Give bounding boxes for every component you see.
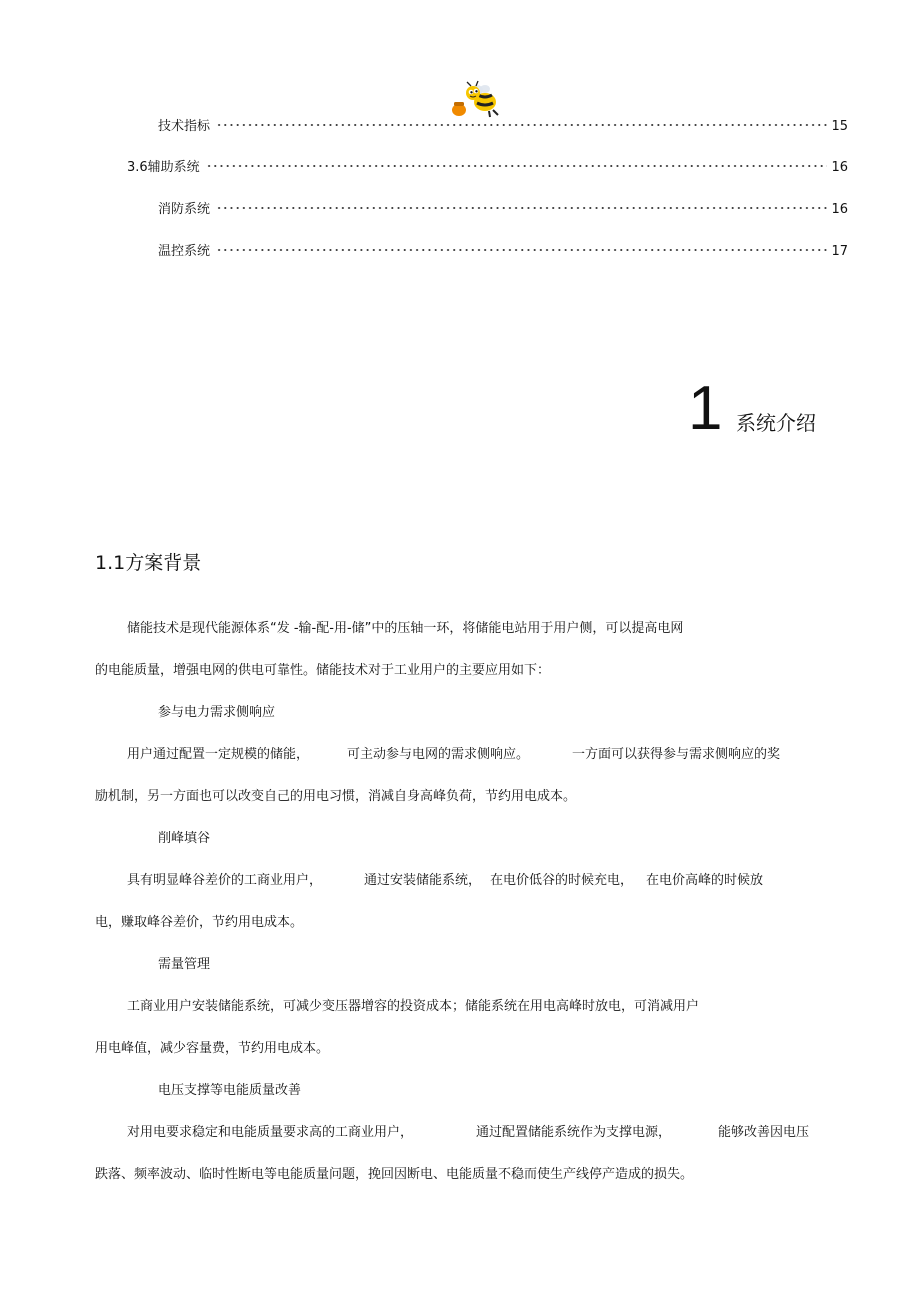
- toc-page-number: 15: [831, 119, 848, 134]
- body-text-fragment: 通过配置储能系统作为支撑电源，: [476, 1125, 672, 1140]
- subheading: 削峰填谷: [158, 831, 211, 846]
- toc-page-number: 16: [831, 202, 848, 217]
- chapter-title: 系统介绍: [736, 411, 816, 435]
- body-text-fragment: 具有明显峰谷差价的工商业用户，: [127, 873, 323, 888]
- body-text-fragment: 对用电要求稳定和电能质量要求高的工商业用户，: [127, 1125, 414, 1140]
- body-text-fragment: 一方面可以获得参与需求侧响应的奖: [572, 747, 781, 762]
- body-text-fragment: 能够改善因电压: [718, 1125, 810, 1140]
- toc-page-number: 17: [831, 244, 848, 259]
- toc-entry-label: 温控系统: [158, 244, 211, 259]
- section-title: 1.1方案背景: [95, 552, 202, 574]
- subheading: 电压支撑等电能质量改善: [158, 1083, 302, 1098]
- body-text-line: 工商业用户安装储能系统，可减少变压器增容的投资成本；储能系统在用电高峰时放电，可消减用户: [127, 999, 700, 1014]
- body-text-fragment: 在电价高峰的时候放: [646, 873, 764, 888]
- toc-page-number: 16: [831, 160, 848, 175]
- toc-entry-label: 3.6辅助系统: [127, 160, 200, 175]
- body-text-line: 用电峰值，减少容量费，节约用电成本。: [95, 1041, 330, 1056]
- subheading: 参与电力需求侧响应: [158, 705, 276, 720]
- toc-entry-label: 技术指标: [158, 119, 211, 134]
- toc-dot-leader: [216, 123, 827, 127]
- body-text-line: 储能技术是现代能源体系“发 -输-配-用-储”中的压轴一环，将储能电站用于用户侧，可以提高电网: [127, 621, 684, 636]
- body-text-fragment: 通过安装储能系统，: [364, 873, 482, 888]
- toc-entry[interactable]: [158, 202, 848, 218]
- body-text-line: 跌落、频率波动、临时性断电等电能质量问题，挽回因断电、电能质量不稳而使生产线停产造成的损失。: [95, 1167, 694, 1182]
- body-text-line: 的电能质量，增强电网的供电可靠性。储能技术对于工业用户的主要应用如下：: [95, 663, 551, 678]
- subheading: 需量管理: [158, 957, 211, 972]
- toc-dot-leader: [216, 206, 827, 210]
- toc-entry[interactable]: [158, 244, 848, 260]
- toc-entry-label: 消防系统: [158, 202, 211, 217]
- body-text-fragment: 用户通过配置一定规模的储能，: [127, 747, 310, 762]
- body-text-fragment: 可主动参与电网的需求侧响应。: [347, 747, 530, 762]
- toc-entry[interactable]: [158, 119, 848, 135]
- body-text-fragment: 在电价低谷的时候充电，: [490, 873, 634, 888]
- chapter-number: 1: [688, 374, 723, 443]
- toc-dot-leader: [216, 248, 827, 252]
- bee-mascot-icon: [447, 80, 503, 120]
- toc-entry[interactable]: [127, 160, 848, 176]
- toc-dot-leader: [206, 164, 828, 168]
- body-text-line: 电，赚取峰谷差价，节约用电成本。: [95, 915, 304, 930]
- body-text-line: 励机制，另一方面也可以改变自己的用电习惯，消减自身高峰负荷，节约用电成本。: [95, 789, 577, 804]
